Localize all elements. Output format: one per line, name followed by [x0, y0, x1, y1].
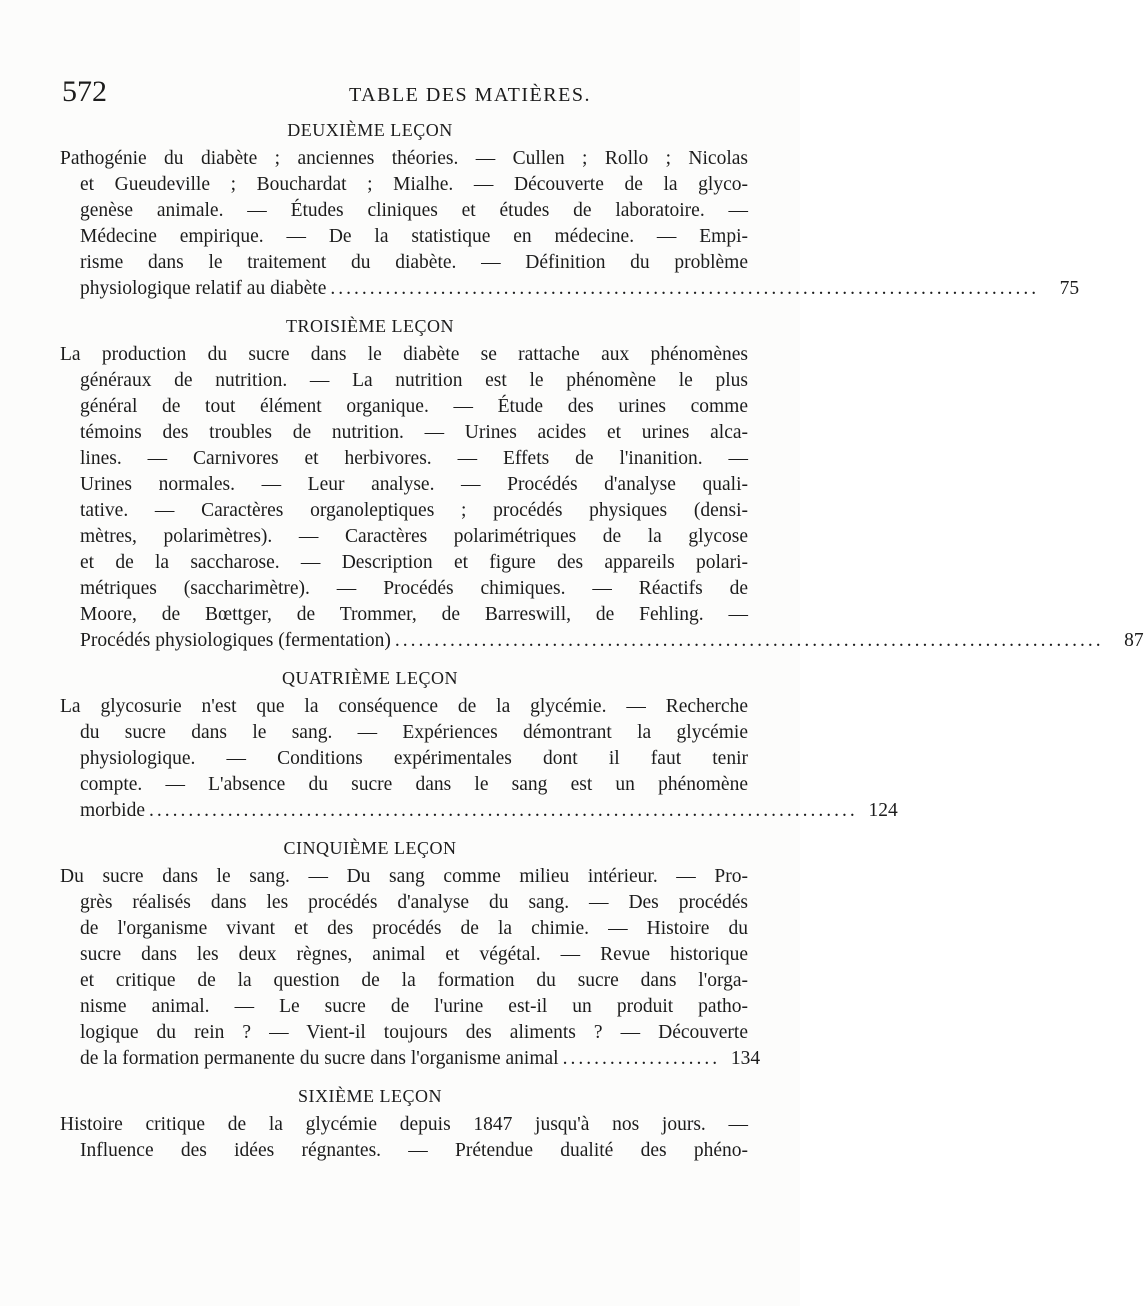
toc-entry-last-line [80, 276, 1080, 302]
toc-line: du sucre dans le sang. — Expériences démontrant la glycémie [80, 722, 748, 743]
leader-dots: .......................................................................................... [394, 630, 1104, 651]
toc-line: de la formation permanente du sucre dans l'organisme animal [80, 1048, 559, 1069]
page-reference: 134 [730, 1048, 761, 1069]
toc-line: lines. — Carnivores et herbivores. — Effets de l'inanition. — [80, 448, 748, 469]
leader-dots: .................... [562, 1048, 721, 1069]
toc-entry-last-line [80, 1046, 761, 1072]
toc-line: sucre dans les deux règnes, animal et végétal. — Revue historique [80, 944, 748, 965]
toc-line: nisme animal. — Le sucre de l'urine est-il un produit patho- [80, 996, 748, 1017]
toc-line: témoins des troubles de nutrition. — Urines acides et urines alca- [80, 422, 748, 443]
toc-line: physiologique relatif au diabète [80, 278, 327, 299]
page-reference: 87 [1124, 630, 1144, 651]
toc-line: Urines normales. — Leur analyse. — Procédés d'analyse quali- [80, 474, 748, 495]
toc-line: La production du sucre dans le diabète se rattache aux phénomènes [60, 344, 748, 365]
toc-line: compte. — L'absence du sucre dans le sang est un phénomène [80, 774, 748, 795]
toc-line: Médecine empirique. — De la statistique en médecine. — Empi- [80, 226, 748, 247]
toc-line: de l'organisme vivant et des procédés de la chimie. — Histoire du [80, 918, 748, 939]
leader-dots: .......................................................................................... [330, 278, 1040, 299]
toc-line: risme dans le traitement du diabète. — Définition du problème [80, 252, 748, 273]
toc-line: métriques (saccharimètre). — Procédés chimiques. — Réactifs de [80, 578, 748, 599]
page-header [62, 74, 742, 114]
toc-entry-last-line [80, 628, 1144, 654]
toc-line: tative. — Caractères organoleptiques ; procédés physiques (densi- [80, 500, 748, 521]
page-reference: 75 [1059, 278, 1080, 299]
toc-line: et Gueudeville ; Bouchardat ; Mialhe. — Découverte de la glyco- [80, 174, 748, 195]
toc-line: La glycosurie n'est que la conséquence de la glycémie. — Recherche [60, 696, 748, 717]
toc-line: généraux de nutrition. — La nutrition est le phénomène le plus [80, 370, 748, 391]
toc-line: Moore, de Bœttger, de Trommer, de Barreswill, de Fehling. — [80, 604, 748, 625]
toc-line: et critique de la question de la formation du sucre dans l'orga- [80, 970, 748, 991]
toc-entry-last-line [80, 798, 898, 824]
toc-line: Procédés physiologiques (fermentation) [80, 630, 391, 651]
toc-line: Pathogénie du diabète ; anciennes théories. — Cullen ; Rollo ; Nicolas [60, 148, 748, 169]
section-heading: CINQUIÈME LEÇON [283, 838, 457, 858]
leader-dots: .......................................................................................... [148, 800, 858, 821]
toc-line: mètres, polarimètres). — Caractères polarimétriques de la glycose [80, 526, 748, 547]
toc-line: général de tout élément organique. — Étude des urines comme [80, 396, 748, 417]
toc-line: Du sucre dans le sang. — Du sang comme milieu intérieur. — Pro- [60, 866, 748, 887]
section-heading: SIXIÈME LEÇON [298, 1086, 442, 1106]
toc-line: et de la saccharose. — Description et figure des appareils polari- [80, 552, 748, 573]
page-number: 572 [62, 75, 107, 108]
page-reference: 124 [868, 800, 898, 821]
toc-line: morbide [80, 800, 145, 821]
running-title: TABLE DES MATIÈRES. [349, 84, 591, 106]
section-heading: QUATRIÈME LEÇON [282, 668, 458, 688]
toc-line: physiologique. — Conditions expérimentales dont il faut tenir [80, 748, 748, 769]
toc-line: Influence des idées régnantes. — Prétendue dualité des phéno- [80, 1140, 748, 1161]
section-heading: DEUXIÈME LEÇON [287, 120, 453, 140]
toc-line: Histoire critique de la glycémie depuis 1847 jusqu'à nos jours. — [60, 1114, 748, 1135]
toc-line: grès réalisés dans les procédés d'analyse du sang. — Des procédés [80, 892, 748, 913]
toc-line: logique du rein ? — Vient-il toujours des aliments ? — Découverte [80, 1022, 748, 1043]
section-heading: TROISIÈME LEÇON [286, 316, 454, 336]
toc-line: genèse animale. — Études cliniques et études de laboratoire. — [80, 200, 748, 221]
